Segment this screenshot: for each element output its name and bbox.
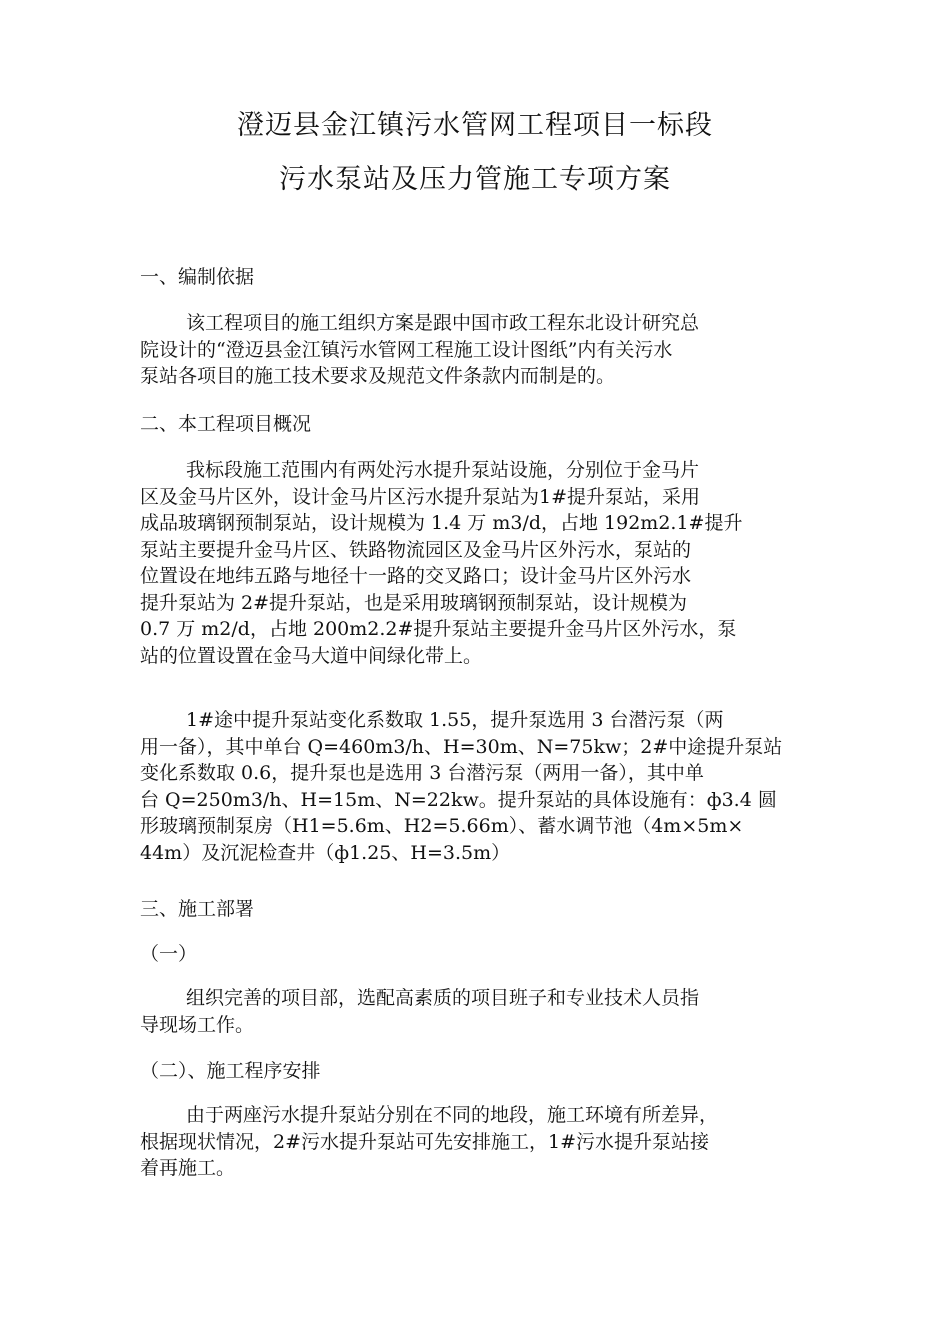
- section-heading-overview: 二、本工程项目概况: [140, 413, 312, 435]
- paragraph-deployment-2: [140, 1102, 840, 1182]
- paragraph-line: 用一备），其中单台 Q=460m3/h、H=30m、N=75kw；2#中途提升泵站: [140, 735, 783, 758]
- paragraph-line: 站的位置设置在金马大道中间绿化带上。: [140, 644, 483, 667]
- paragraph-line: 变化系数取 0.6，提升泵也是选用 3 台潜污泵（两用一备），其中单: [140, 762, 704, 784]
- paragraph-overview-2: [140, 707, 840, 866]
- paragraph-line: 根据现状情况，2#污水提升泵站可先安排施工，1#污水提升泵站接: [140, 1130, 710, 1153]
- paragraph-line: 该工程项目的施工组织方案是跟中国市政工程东北设计研究总: [186, 312, 700, 334]
- paragraph-deployment-1: [140, 985, 840, 1038]
- paragraph-line: 0.7 万 m2/d，占地 200m2.2#提升泵站主要提升金马片区外污水，泵: [140, 618, 737, 640]
- paragraph-line: 位置设在地纬五路与地径十一路的交叉路口；设计金马片区外污水: [140, 565, 692, 587]
- paragraph-overview-1: [140, 457, 840, 669]
- paragraph-line: 院设计的“澄迈县金江镇污水管网工程施工设计图纸”内有关污水: [140, 338, 673, 361]
- subsection-heading-1: （一）: [140, 943, 198, 965]
- paragraph-line: 台 Q=250m3/h、H=15m、N=22kw。提升泵站的具体设施有：ф3.4 圆: [140, 788, 777, 811]
- paragraph-line: 由于两座污水提升泵站分别在不同的地段，施工环境有所差异，: [186, 1104, 719, 1126]
- paragraph-line: 成品玻璃钢预制泵站，设计规模为 1.4 万 m3/d，占地 192m2.1#提升: [140, 512, 743, 534]
- paragraph-line: 导现场工作。: [140, 1013, 255, 1036]
- paragraph-line: 形玻璃预制泵房（H1=5.6m、H2=5.66m）、蓄水调节池（4m×5m×: [140, 815, 744, 837]
- paragraph-basis: [140, 310, 840, 390]
- paragraph-line: 提升泵站为 2#提升泵站，也是采用玻璃钢预制泵站，设计规模为: [140, 591, 688, 614]
- document-title-line-2: 污水泵站及压力管施工专项方案: [279, 164, 671, 195]
- document-title-line-1: 澄迈县金江镇污水管网工程项目一标段: [237, 110, 713, 141]
- paragraph-line: 区及金马片区外，设计金马片区污水提升泵站为1#提升泵站，采用: [140, 485, 701, 508]
- paragraph-line: 泵站各项目的施工技术要求及规范文件条款内而制是的。: [140, 365, 616, 387]
- paragraph-line: 泵站主要提升金马片区、铁路物流园区及金马片区外污水，泵站的: [140, 538, 692, 561]
- paragraph-line: 我标段施工范围内有两处污水提升泵站设施，分别位于金马片: [186, 459, 700, 481]
- paragraph-line: 着再施工。: [140, 1157, 236, 1179]
- subsection-heading-2: （二）、施工程序安排: [140, 1060, 321, 1082]
- section-heading-deployment: 三、施工部署: [140, 898, 255, 920]
- paragraph-line: 44m）及沉泥检查井（ф1.25、H=3.5m）: [140, 841, 511, 864]
- section-heading-basis: 一、编制依据: [140, 266, 255, 288]
- paragraph-line: 1#途中提升泵站变化系数取 1.55，提升泵选用 3 台潜污泵（两: [186, 709, 724, 731]
- paragraph-line: 组织完善的项目部，选配高素质的项目班子和专业技术人员指: [186, 987, 700, 1009]
